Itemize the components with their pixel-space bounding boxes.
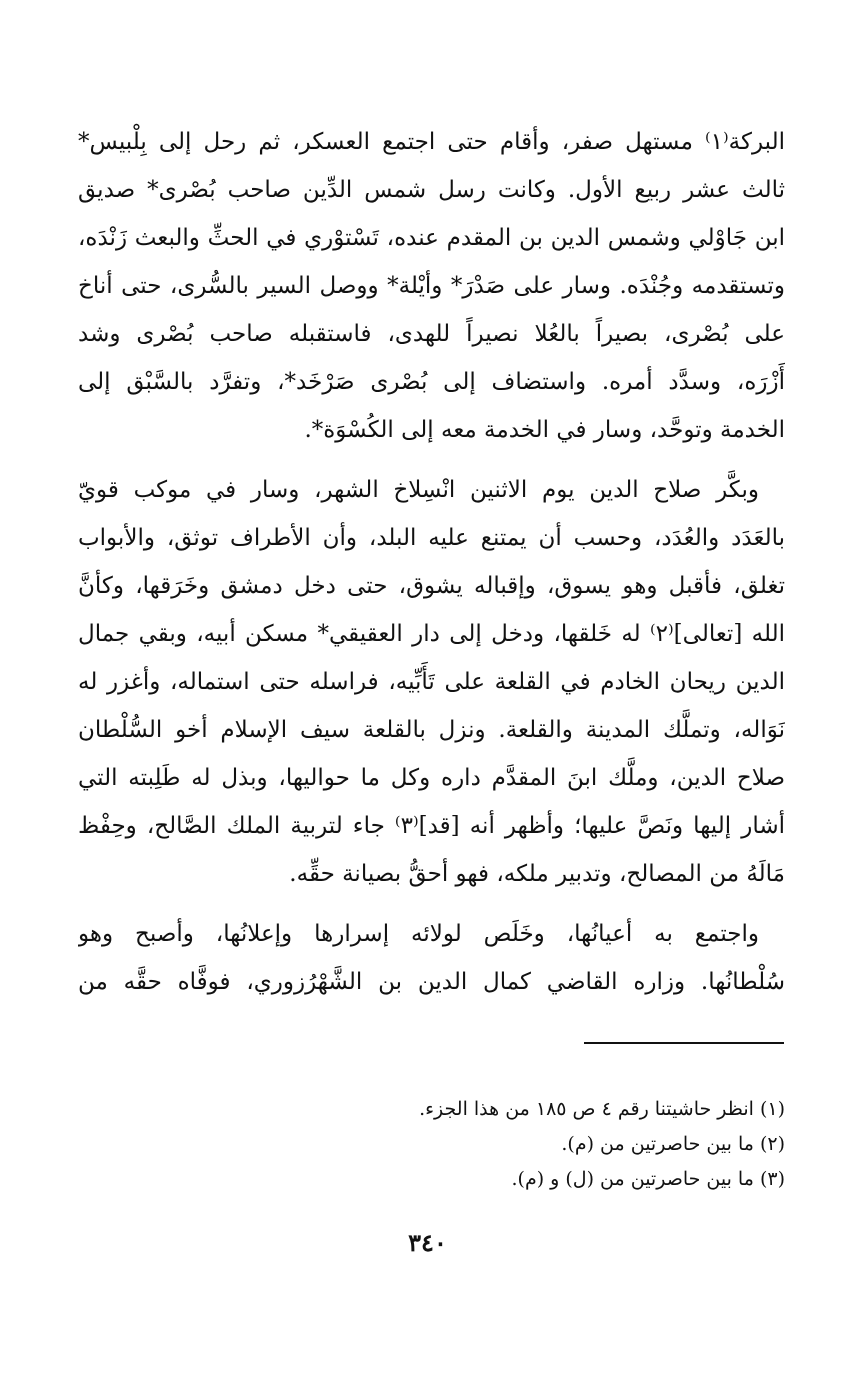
- page-number: ٣٤٠: [408, 1228, 447, 1257]
- text-line: مَالَهُ من المصالح، وتدبير ملكه، فهو أحقُّ بصيانة حقِّه.: [289, 861, 785, 887]
- text-line: تغلق، فأقبل وهو يسوق، وإقباله يشوق، حتى دخل دمشق وخَرَقها، وكأنَّ: [78, 573, 785, 599]
- paragraph-1: [78, 118, 785, 454]
- text-line: وتستقدمه وجُنْدَه. وسار على صَدْرَ* وأيْلة* ووصل السير بالسُّرى، حتى أناخ: [78, 273, 785, 299]
- text-line: وبكَّر صلاح الدين يوم الاثنين انْسِلاخ الشهر، وسار في موكب قويّ: [78, 477, 759, 503]
- footnote-2: (٢) ما بين حاصرتين من (م).: [561, 1133, 785, 1155]
- footnotes: [300, 1092, 785, 1197]
- text-line: الخدمة وتوحَّد، وسار في الخدمة معه إلى الكُسْوَة*.: [304, 417, 785, 443]
- text-line: ابن جَاوْلي وشمس الدين بن المقدم عنده، تَسْتوْري في الحثِّ والبعث زَنْدَه،: [78, 225, 785, 251]
- text-line: ثالث عشر ربيع الأول. وكانت رسل شمس الدِّين صاحب بُصْرى* صديق: [78, 177, 785, 203]
- text-line: صلاح الدين، وملَّك ابنَ المقدَّم داره وكل ما حواليها، وبذل له طَلِبته التي: [78, 765, 785, 791]
- text-line: البركة⁽١⁾ مستهل صفر، وأقام حتى اجتمع العسكر، ثم رحل إلى بِلْبيس*: [78, 129, 785, 155]
- footnote-1: (١) انظر حاشيتنا رقم ٤ ص ١٨٥ من هذا الجزء.: [419, 1098, 785, 1120]
- text-line: أشار إليها ونَصَّ عليها؛ وأظهر أنه [قد]⁽٣⁾ جاء لتربية الملك الصَّالح، وحِفْظ: [78, 813, 785, 839]
- text-line: واجتمع به أعيانُها، وخَلَص لولائه إسرارها وإعلانُها، وأصبح وهو: [78, 921, 759, 947]
- text-line: على بُصْرى، بصيراً بالعُلا نصيراً للهدى، فاستقبله صاحب بُصْرى وشد: [78, 321, 785, 347]
- text-line: نَوَاله، وتملَّك المدينة والقلعة. ونزل بالقلعة سيف الإسلام أخو السُّلْطان: [78, 717, 785, 743]
- text-line: سُلْطانُها. وزاره القاضي كمال الدين بن الشَّهْرُزوري، فوفَّاه حقَّه من: [78, 969, 785, 995]
- text-line: الدين ريحان الخادم في القلعة على تَأَبِّيه، فراسله حتى استماله، وأغزر له: [78, 669, 785, 695]
- text-line: أَزْرَه، وسدَّد أمره. واستضاف إلى بُصْرى صَرْخَد*، وتفرَّد بالسَّبْق إلى: [78, 369, 785, 395]
- footnote-3: (٣) ما بين حاصرتين من (ل) و (م).: [511, 1168, 785, 1190]
- text-line: بالعَدَد والعُدَد، وحسب أن يمتنع عليه البلد، وأن الأطراف توثق، والأبواب: [78, 525, 785, 551]
- paragraph-3: [78, 910, 785, 1006]
- paragraph-spacer: [78, 898, 785, 910]
- paragraph-spacer: [78, 454, 785, 466]
- main-text: [78, 118, 785, 1006]
- paragraph-2: [78, 466, 785, 898]
- footnote-divider: [584, 1042, 784, 1044]
- text-line: الله [تعالى]⁽٢⁾ له خَلقها، ودخل إلى دار العقيقي* مسكن أبيه، وبقي جمال: [78, 621, 785, 647]
